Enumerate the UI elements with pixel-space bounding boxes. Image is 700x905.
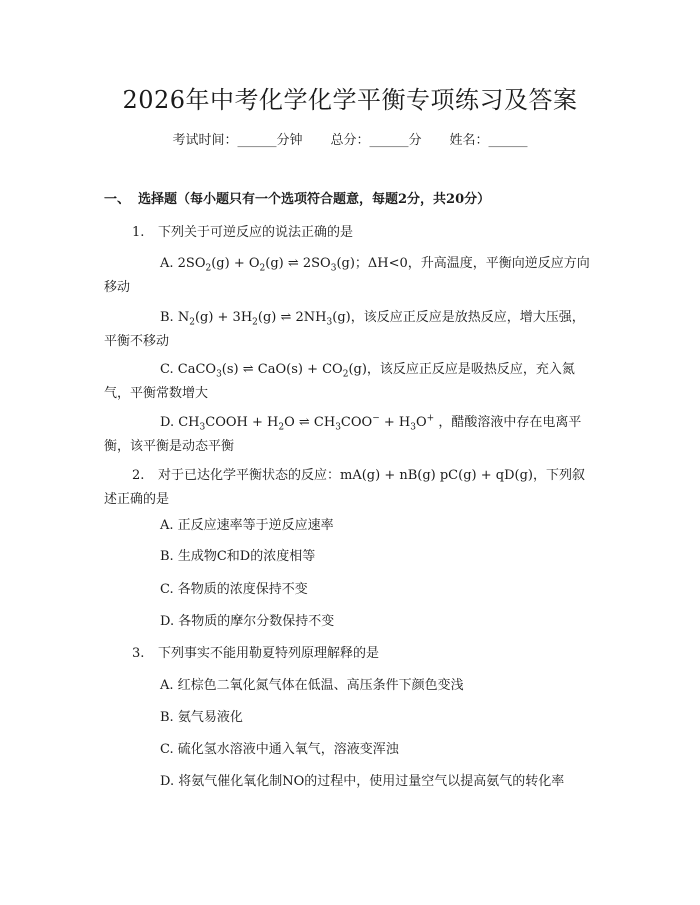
question-1-option-c: C. CaCO$_3$(s) ⇌ $CaO(s) + CO_2(g)$，该反应正反应是吸热反应，充入氮气，平衡常数增大 — [104, 362, 575, 401]
section-heading — [104, 190, 490, 210]
question-stem: 下列关于可逆反应的说法正确的是 — [158, 225, 354, 240]
question-2 — [104, 464, 596, 512]
question-2-option-c: C. 各物质的浓度保持不变 — [160, 582, 308, 597]
question-1 — [132, 223, 353, 243]
question-number: 3. — [132, 646, 145, 661]
section-number: 一、 — [104, 192, 131, 207]
section-title: 选择题（每小题只有一个选项符合题意，每题2分，共20分） — [138, 192, 491, 207]
question-number: 2. — [132, 468, 145, 483]
question-2-option-b: B. 生成物C和D的浓度相等 — [160, 549, 316, 564]
question-3-option-c: C. 硫化氢水溶液中通入氧气，溶液变浑浊 — [160, 742, 399, 757]
question-stem: 对于已达化学平衡状态的反应：mA(g) + nB(g) pC(g) + qD(g)，下列叙述正确的是 — [104, 468, 585, 507]
page-title: 2026年中考化学化学平衡专项练习及答案 — [122, 86, 578, 114]
question-1-option-d: D. $CH_3COOH + H_2O$ ⇌ $CH_3COO^- + H_3O^+$ ，醋酸溶液中存在电离平衡，该平衡是动态平衡 — [104, 413, 582, 454]
question-stem: 下列事实不能用勒夏特列原理解释的是 — [158, 646, 380, 661]
question-number: 1. — [132, 225, 145, 240]
score-field: 总分：______分 — [330, 133, 422, 148]
question-3-option-a: A. 红棕色二氧化氮气体在低温、高压条件下颜色变浅 — [160, 678, 464, 693]
question-3 — [132, 644, 379, 664]
question-1-option-b: B. $N_2(g) + 3H_2(g)$ ⇌ $2NH_3(g)$，该反应正反应是放热反应，增大压强，平衡不移动 — [104, 310, 585, 349]
question-1-option-a: A. $2SO_2(g) + O_2(g)$ ⇌ $2SO_3(g)$；ΔH<0，升高温度，平衡向逆反应方向移动 — [104, 256, 590, 295]
question-3-option-d: D. 将氨气催化氧化制NO的过程中，使用过量空气以提高氨气的转化率 — [160, 774, 565, 789]
name-field: 姓名：______ — [449, 133, 528, 148]
question-3-option-b: B. 氨气易液化 — [160, 710, 243, 725]
question-2-option-a: A. 正反应速率等于逆反应速率 — [160, 518, 334, 533]
time-field: 考试时间：______分钟 — [172, 133, 303, 148]
question-2-option-d: D. 各物质的摩尔分数保持不变 — [160, 614, 335, 629]
exam-meta — [0, 131, 700, 151]
